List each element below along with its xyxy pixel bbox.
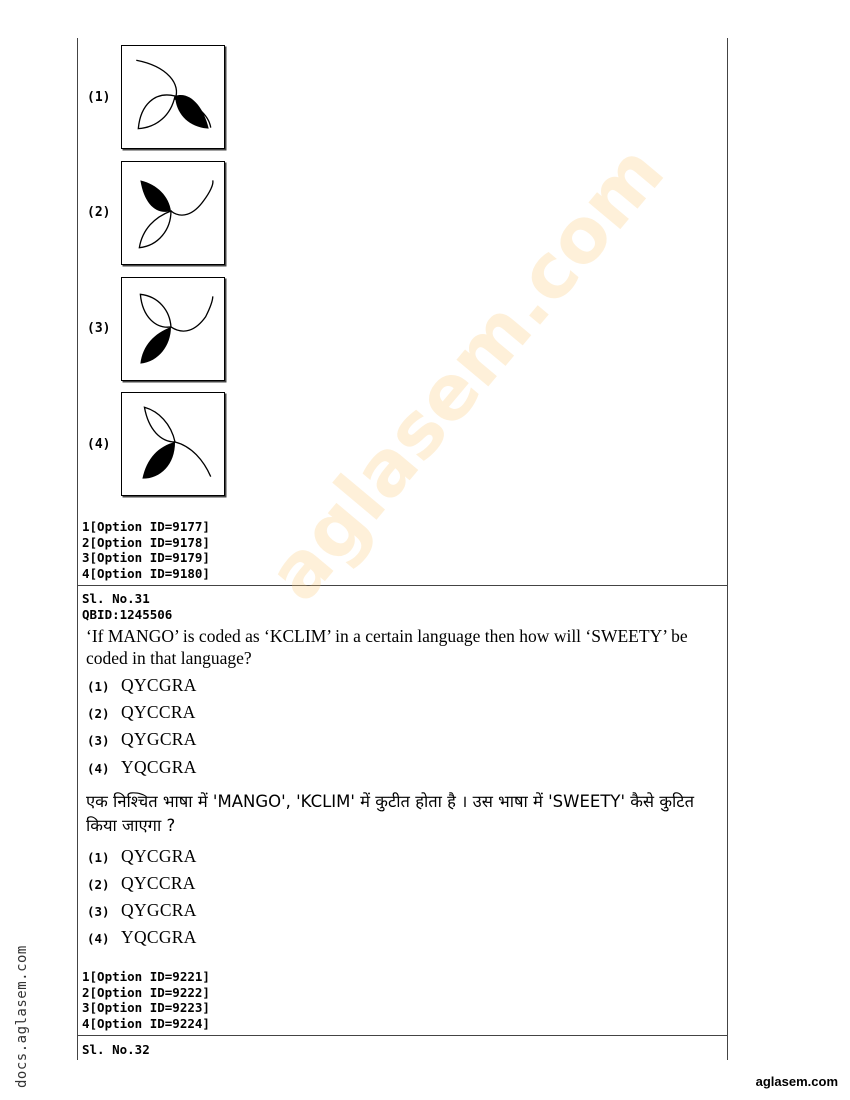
row-divider xyxy=(77,585,727,586)
option-number: (4) xyxy=(87,931,110,946)
figure-option-number: (1) xyxy=(87,90,111,105)
figure-option-3-image xyxy=(121,277,225,381)
question-header xyxy=(82,1042,150,1058)
option-id: 1[Option ID=9177] xyxy=(82,519,210,534)
answer-option xyxy=(87,900,197,921)
option-text: YQCGRA xyxy=(121,927,197,947)
answer-option xyxy=(87,757,197,778)
answer-option xyxy=(87,846,197,867)
option-id: 2[Option ID=9222] xyxy=(82,984,210,1000)
figure-option-1-image xyxy=(121,45,225,149)
option-number: (1) xyxy=(87,679,110,694)
question-text-hindi: एक निश्चित भाषा में 'MANGO', 'KCLIM' में कुटीत होता है । उस भाषा में 'SWEETY' कैसे कुटित किया जाएगा ? xyxy=(86,792,694,835)
qbid: QBID:1245506 xyxy=(82,606,173,622)
option-number: (3) xyxy=(87,904,110,919)
option-id: 1[Option ID=9221] xyxy=(82,969,210,984)
option-text: QYCGRA xyxy=(121,846,197,866)
option-number: (2) xyxy=(87,877,110,892)
option-number: (2) xyxy=(87,706,110,721)
question-header xyxy=(82,591,172,622)
figure-option-number: (3) xyxy=(87,321,111,336)
row-divider xyxy=(77,1035,727,1036)
answer-option xyxy=(87,927,197,948)
answer-option xyxy=(87,873,196,894)
figure-option-2-image xyxy=(121,161,225,265)
option-number: (3) xyxy=(87,733,110,748)
option-text: QYCGRA xyxy=(121,675,197,695)
option-ids-list xyxy=(82,969,210,1031)
question-text-english: ‘If MANGO’ is coded as ‘KCLIM’ in a certain language then how will ‘SWEETY’ be coded in that language? xyxy=(86,626,688,668)
option-ids-list xyxy=(82,519,210,581)
side-url-text: docs.aglasem.com xyxy=(14,945,30,1088)
serial-number: Sl. No.32 xyxy=(82,1042,150,1057)
option-text: QYCCRA xyxy=(121,873,196,893)
option-id: 2[Option ID=9178] xyxy=(82,534,210,550)
watermark: aglasem.com xyxy=(250,127,681,618)
serial-number: Sl. No.31 xyxy=(82,591,150,606)
answer-option xyxy=(87,675,197,696)
option-text: QYCCRA xyxy=(121,702,196,722)
option-text: QYGCRA xyxy=(121,900,197,920)
figure-option-number: (2) xyxy=(87,205,111,220)
answer-option xyxy=(87,729,197,750)
option-text: QYGCRA xyxy=(121,729,197,749)
footer-site-name: aglasem.com xyxy=(755,1074,838,1089)
option-id: 4[Option ID=9180] xyxy=(82,565,210,581)
option-text: YQCGRA xyxy=(121,757,197,777)
option-id: 3[Option ID=9223] xyxy=(82,1000,210,1015)
figure-option-4-image xyxy=(121,392,225,496)
figure-option-number: (4) xyxy=(87,437,111,452)
answer-option xyxy=(87,702,196,723)
option-id: 4[Option ID=9224] xyxy=(82,1015,210,1031)
option-number: (4) xyxy=(87,761,110,776)
option-number: (1) xyxy=(87,850,110,865)
option-id: 3[Option ID=9179] xyxy=(82,550,210,565)
